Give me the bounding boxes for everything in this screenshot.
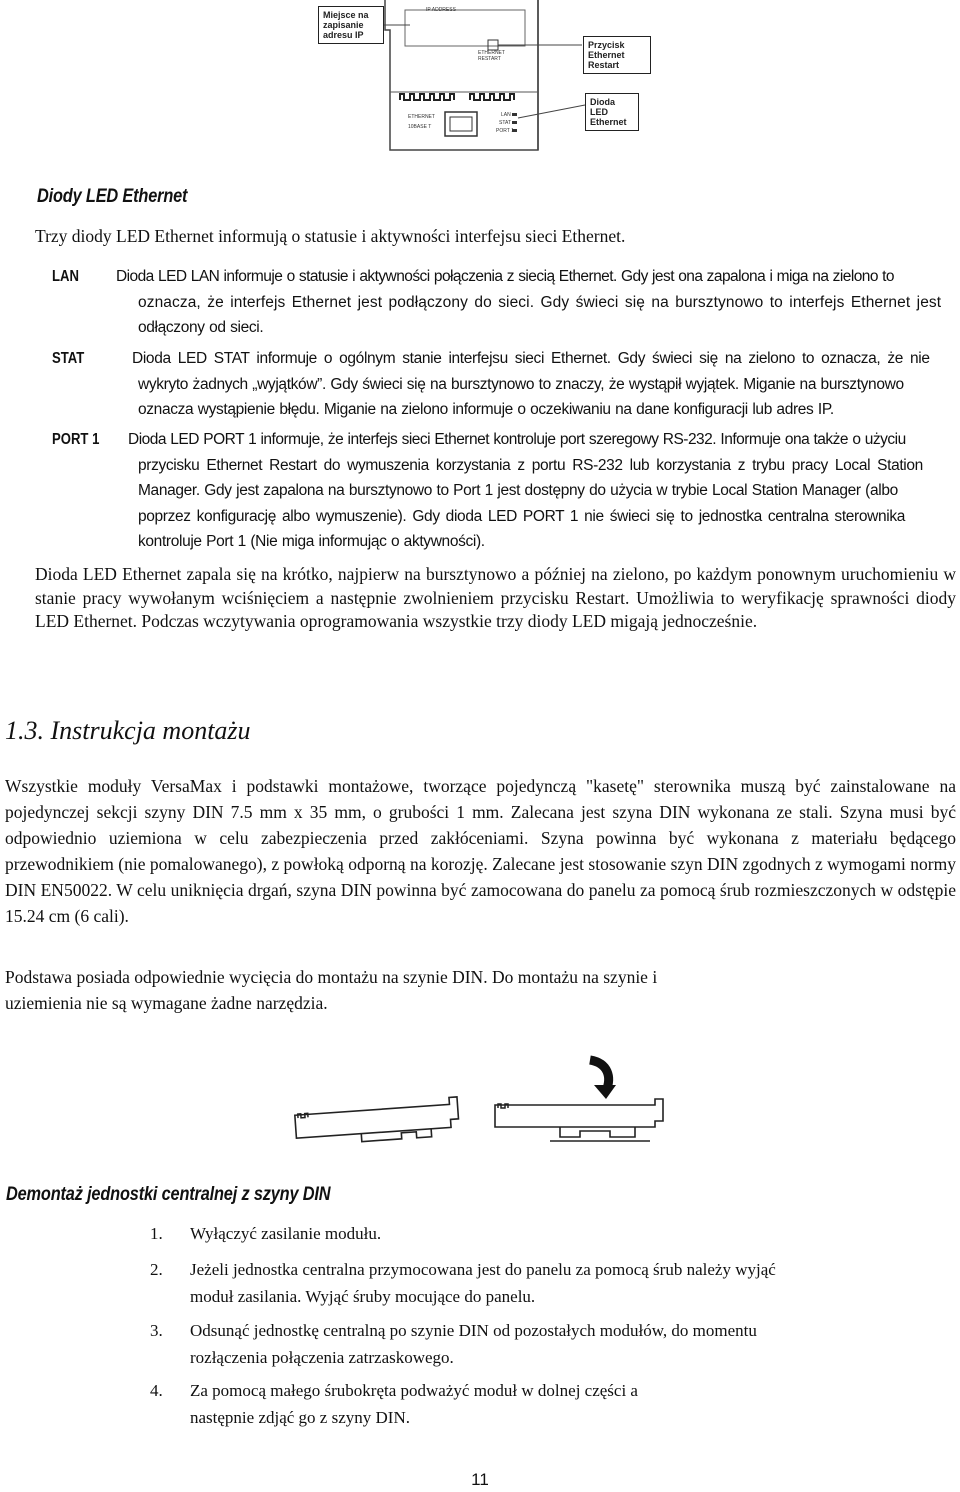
definition-line: Dioda LED PORT 1 informuje, że interfejs sieci Ethernet kontroluje port szeregowy RS-232. Informuje ona także o użyciu — [128, 431, 906, 448]
label-stat: STAT — [499, 120, 512, 126]
list-item-text: następnie zdjąć go z szyny DIN. — [190, 1408, 410, 1427]
list-item-text: Odsunąć jednostkę centralną po szynie DIN od pozostałych modułów, do momentu — [190, 1321, 757, 1340]
label-ethernet-restart: ETHERNET RESTART — [478, 50, 505, 62]
label-ethernet: ETHERNET — [408, 114, 435, 120]
list-item-text: rozłączenia połączenia zatrzaskowego. — [190, 1348, 454, 1367]
heading-led-ethernet: Diody LED Ethernet — [37, 186, 188, 207]
mounting-paragraph-1: Wszystkie moduły VersaMax i podstawki montażowe, tworzące pojedynczą "kasetę" sterownika muszą być zainstalowane na pojedynczej sekcji szyny DIN 7.5 mm x 35 mm, o grubości 1 mm. Zalecana jest szyna DIN wykonana ze stali. Szyna musi być odpowiednio uziemiona w celu zabezpieczenia przed zakłóceniami. Szyna powinna być wykonana z materiału będącego przewodnikiem (nie pomalowanego), z powłoką odporną na korozję. Zalecane jest stosowanie szyn DIN zgodnych z wymogami normy DIN EN50022. W celu uniknięcia drgań, szyna DIN powinna być zamocowana do panelu za pomocą śrub rozmieszczonych w odstępie 15.24 cm (6 cali). — [5, 776, 956, 926]
label-port1: PORT 1 — [496, 128, 514, 134]
list-item-number: 1. — [150, 1224, 163, 1243]
list-item-number: 3. — [150, 1321, 163, 1340]
definition-line: odłączony od sieci. — [138, 319, 264, 336]
list-item-number: 4. — [150, 1381, 163, 1400]
list-item-text: Jeżeli jednostka centralna przymocowana jest do panelu za pomocą śrub należy wyjąć — [190, 1260, 776, 1279]
heading-removal: Demontaż jednostki centralnej z szyny DIN — [6, 1184, 331, 1205]
term-port1: PORT 1 — [52, 431, 100, 448]
din-rail-drawing — [290, 1055, 670, 1155]
definition-line: przycisku Ethernet Restart do wymuszenia korzystania z portu RS-232 lub korzystania z trybu pracy Local Station — [138, 456, 923, 474]
callout-led-ethernet: Dioda LED Ethernet — [585, 93, 639, 131]
list-item-text: Wyłączyć zasilanie modułu. — [190, 1224, 382, 1243]
list-item-text: moduł zasilania. Wyjąć śruby mocujące do panelu. — [190, 1287, 536, 1306]
list-item-text: Za pomocą małego śrubokręta podważyć moduł w dolnej części a — [190, 1381, 638, 1400]
din-rail-diagram — [290, 1055, 670, 1155]
definition-lan — [116, 264, 956, 341]
definition-port1 — [128, 427, 958, 555]
label-ip-address: IP ADDRESS — [426, 7, 456, 13]
term-lan: LAN — [52, 268, 79, 285]
definition-line: kontroluje Port 1 (Nie miga informując o aktywności). — [138, 533, 485, 550]
label-lan: LAN — [501, 112, 511, 118]
led-closing-paragraph: Dioda LED Ethernet zapala się na krótko, najpierw na bursztynowo a później na zielono, po każdym ponownym uruchomieniu w stanie pracy wywołanym wciśnięciem a następnie zwolnieniem przycisku Restart. Umożliwia to weryfikację sprawności diody LED Ethernet. Podczas wczytywania oprogramowania wszystkie trzy diody LED migają jednocześnie. — [35, 564, 956, 631]
definition-line: poprzez konfigurację albo wymuszenie). Gdy dioda LED PORT 1 nie świeci się to jednostka centralna sterownika — [138, 507, 906, 525]
definition-line: oznacza, że interfejs Ethernet jest podłączony do sieci. Gdy świeci się na bursztynowo to interfejs Ethernet jest — [138, 293, 942, 311]
mounting-paragraph-2 — [5, 964, 956, 1016]
list-item-number: 2. — [150, 1260, 163, 1279]
section-title-mounting: 1.3. Instrukcja montażu — [5, 716, 251, 745]
term-stat: STAT — [52, 350, 85, 367]
callout-ethernet-restart: Przycisk Ethernet Restart — [583, 36, 651, 74]
definition-line: Dioda LED LAN informuje o statusie i aktywności połączenia z siecią Ethernet. Gdy jest ona zapalona i miga na zielono to — [116, 268, 895, 285]
mounting-paragraph-2-line: uziemienia nie są wymagane żadne narzędzia. — [5, 993, 328, 1013]
callout-ip-address: Miejsce na zapisanie adresu IP — [318, 6, 384, 44]
label-10baset: 10BASE T — [408, 124, 432, 130]
ethernet-module-diagram — [300, 0, 645, 158]
page-number: 11 — [471, 1470, 489, 1489]
definition-line: oznacza wystąpienie błędu. Miganie na zielono informuje o oczekiwaniu na dane konfiguracji lub adres IP. — [138, 401, 834, 418]
mounting-paragraph-2-line: Podstawa posiada odpowiednie wycięcia do montażu na szynie DIN. Do montażu na szynie i — [5, 967, 658, 987]
intro-paragraph: Trzy diody LED Ethernet informują o statusie i aktywności interfejsu sieci Ethernet. — [35, 226, 626, 246]
definition-line: Manager. Gdy jest zapalona na bursztynowo to Port 1 jest dostępny do użycia w trybie Local Station Manager (albo — [138, 482, 898, 499]
definition-stat — [132, 346, 956, 423]
definition-line: wykryto żadnych „wyjątków”. Gdy świeci się na bursztynowo to znaczy, że wystąpił wyjątek. Miganie na bursztynowo — [138, 375, 904, 393]
definition-line: Dioda LED STAT informuje o ogólnym stanie interfejsu sieci Ethernet. Gdy świeci się na zielono to oznacza, że nie — [132, 350, 930, 367]
